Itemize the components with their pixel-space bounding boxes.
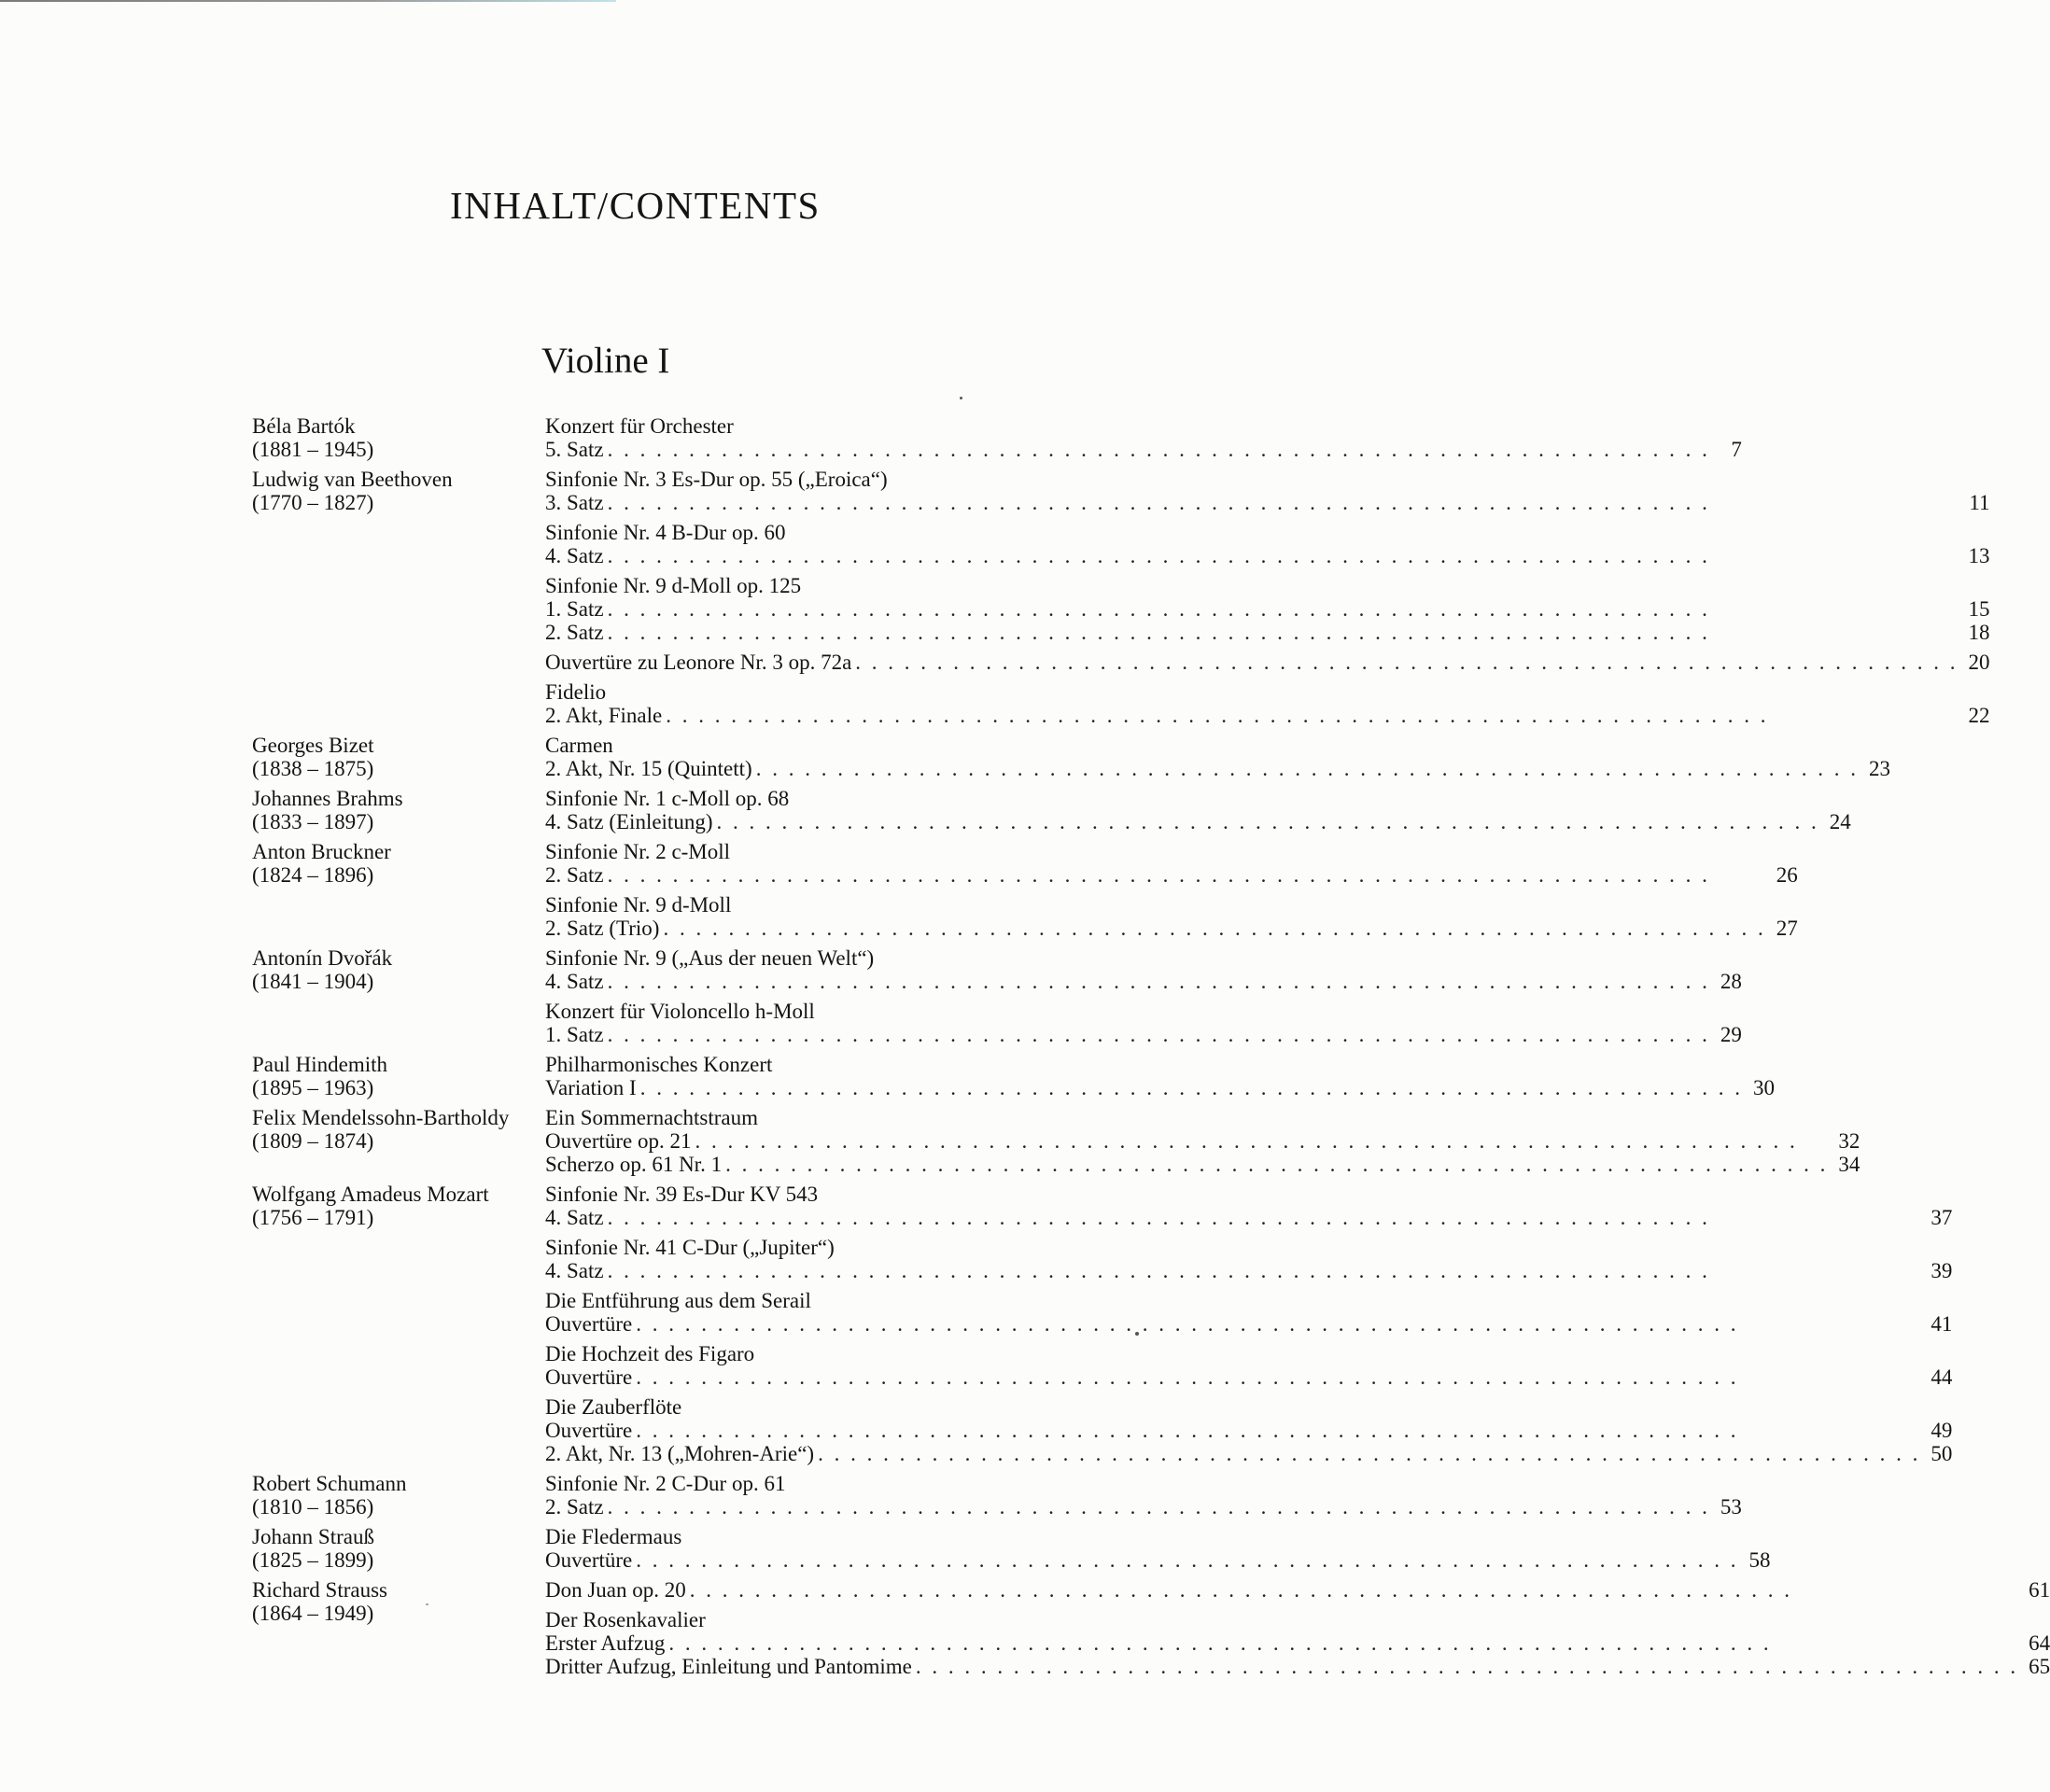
works-list xyxy=(545,1053,1775,1099)
toc-entry xyxy=(545,1419,1952,1442)
work-title: Sinfonie Nr. 9 d-Moll xyxy=(545,893,732,917)
toc-entry xyxy=(545,621,1990,644)
entry-label: 2. Satz (Trio) xyxy=(545,917,660,940)
work-item xyxy=(545,1578,2050,1602)
entry-label: 2. Akt, Nr. 15 (Quintett) xyxy=(545,757,752,780)
composer-dates: (1864 – 1949) xyxy=(252,1602,374,1625)
work-item xyxy=(545,574,1990,644)
dot-leader xyxy=(756,757,1859,780)
entry-label: 5. Satz xyxy=(545,438,604,461)
page-number: 65 xyxy=(2029,1655,2050,1678)
dot-leader xyxy=(608,621,1959,644)
composer-dates: (1825 – 1899) xyxy=(252,1548,374,1572)
page-number: 64 xyxy=(2029,1631,2050,1655)
entry-label: 4. Satz xyxy=(545,1259,604,1282)
toc-entry xyxy=(545,1023,1742,1046)
composer-group xyxy=(252,1578,2050,1678)
entry-label: Dritter Aufzug, Einleitung und Pantomime xyxy=(545,1655,912,1678)
composer-block xyxy=(252,1106,545,1176)
dot-leader xyxy=(636,1365,1920,1389)
work-title: Sinfonie Nr. 9 d-Moll op. 125 xyxy=(545,574,802,597)
work-title: Konzert für Orchester xyxy=(545,414,734,438)
dot-leader xyxy=(608,491,1959,514)
work-item xyxy=(545,414,1742,461)
work-title: Sinfonie Nr. 3 Es-Dur op. 55 („Eroica“) xyxy=(545,468,888,491)
composer-block xyxy=(252,1578,545,1678)
dot-leader xyxy=(608,1023,1710,1046)
work-title: Sinfonie Nr. 9 („Aus der neuen Welt“) xyxy=(545,946,875,970)
work-title: Fidelio xyxy=(545,680,607,704)
works-list xyxy=(545,734,1890,780)
work-title: Carmen xyxy=(545,734,613,757)
work-item xyxy=(545,1053,1775,1099)
composer-block xyxy=(252,1525,545,1572)
works-list xyxy=(545,946,1742,1046)
toc-entry xyxy=(545,651,1990,674)
scan-speck xyxy=(1135,1332,1139,1336)
composer-group xyxy=(252,1053,1775,1099)
table-of-contents xyxy=(252,414,2050,1685)
dot-leader xyxy=(690,1578,2018,1602)
toc-entry xyxy=(545,1129,1860,1153)
page-number: 50 xyxy=(1931,1442,1953,1465)
entry-label: 2. Akt, Finale xyxy=(545,704,663,727)
work-item xyxy=(545,1525,1771,1572)
composer-name: Wolfgang Amadeus Mozart xyxy=(252,1183,489,1206)
composer-block xyxy=(252,734,545,780)
work-item xyxy=(545,893,1798,940)
composer-name: Georges Bizet xyxy=(252,734,374,757)
dot-leader xyxy=(608,544,1959,567)
page-number: 22 xyxy=(1968,704,1990,727)
work-title: Die Entführung aus dem Serail xyxy=(545,1289,811,1312)
page-number: 29 xyxy=(1720,1023,1742,1046)
composer-block xyxy=(252,946,545,1046)
composer-block xyxy=(252,1053,545,1099)
toc-entry xyxy=(545,1365,1952,1389)
entry-label: 4. Satz (Einleitung) xyxy=(545,810,713,833)
works-list xyxy=(545,1472,1742,1519)
dot-leader xyxy=(668,1631,2018,1655)
scan-speck xyxy=(960,397,962,399)
page-number: 28 xyxy=(1720,970,1742,993)
page-number: 34 xyxy=(1838,1153,1860,1176)
toc-entry xyxy=(545,1631,2050,1655)
composer-dates: (1809 – 1874) xyxy=(252,1129,374,1153)
page-number: 58 xyxy=(1748,1548,1771,1572)
toc-entry xyxy=(545,544,1990,567)
composer-dates: (1881 – 1945) xyxy=(252,438,374,461)
composer-name: Béla Bartók xyxy=(252,414,356,438)
work-title: Die Zauberflöte xyxy=(545,1395,682,1419)
composer-dates: (1824 – 1896) xyxy=(252,863,374,887)
entry-label: Ouvertüre xyxy=(545,1365,633,1389)
work-item xyxy=(545,468,1990,514)
entry-label: Ouvertüre xyxy=(545,1312,633,1336)
work-item xyxy=(545,1000,1742,1046)
work-title: Sinfonie Nr. 39 Es-Dur KV 543 xyxy=(545,1183,819,1206)
work-item xyxy=(545,1395,1952,1465)
composer-dates: (1833 – 1897) xyxy=(252,810,374,833)
entry-label: 2. Satz xyxy=(545,863,604,887)
composer-name: Paul Hindemith xyxy=(252,1053,388,1076)
entry-label: 4. Satz xyxy=(545,544,604,567)
page-number: 49 xyxy=(1931,1419,1953,1442)
composer-dates: (1756 – 1791) xyxy=(252,1206,374,1229)
composer-dates: (1841 – 1904) xyxy=(252,970,374,993)
works-list xyxy=(545,840,1798,940)
work-item xyxy=(545,787,1851,833)
work-title: Sinfonie Nr. 41 C-Dur („Jupiter“) xyxy=(545,1236,835,1259)
work-title: Ein Sommernachtstraum xyxy=(545,1106,759,1129)
entry-label: 3. Satz xyxy=(545,491,604,514)
composer-name: Anton Bruckner xyxy=(252,840,391,863)
work-item xyxy=(545,946,1742,993)
works-list xyxy=(545,468,1990,727)
entry-label: 2. Akt, Nr. 13 („Mohren-Arie“) xyxy=(545,1442,815,1465)
works-list xyxy=(545,787,1851,833)
dot-leader xyxy=(725,1153,1828,1176)
page-number: 15 xyxy=(1968,597,1990,621)
toc-entry xyxy=(545,491,1990,514)
page-number: 23 xyxy=(1868,757,1890,780)
dot-leader xyxy=(608,1495,1710,1519)
dot-leader xyxy=(855,651,1958,674)
composer-name: Robert Schumann xyxy=(252,1472,407,1495)
toc-entry xyxy=(545,438,1742,461)
page-number: 24 xyxy=(1829,810,1851,833)
dot-leader xyxy=(636,1548,1738,1572)
work-title: Der Rosenkavalier xyxy=(545,1608,706,1631)
entry-label: Ouvertüre zu Leonore Nr. 3 op. 72a xyxy=(545,651,852,674)
composer-dates: (1810 – 1856) xyxy=(252,1495,374,1519)
scan-speck xyxy=(426,1603,428,1605)
entry-label: Ouvertüre op. 21 xyxy=(545,1129,692,1153)
composer-block xyxy=(252,468,545,727)
section-title: Violine I xyxy=(541,341,670,381)
work-item xyxy=(545,680,1990,727)
page-number: 44 xyxy=(1931,1365,1953,1389)
composer-name: Antonín Dvořák xyxy=(252,946,393,970)
composer-dates: (1838 – 1875) xyxy=(252,757,374,780)
dot-leader xyxy=(608,1259,1921,1282)
work-title: Philharmonisches Konzert xyxy=(545,1053,773,1076)
toc-entry xyxy=(545,1548,1771,1572)
toc-entry xyxy=(545,1153,1860,1176)
toc-entry xyxy=(545,1206,1952,1229)
composer-group xyxy=(252,414,1742,461)
dot-leader xyxy=(608,597,1959,621)
page-number: 32 xyxy=(1838,1129,1860,1153)
page-number: 61 xyxy=(2029,1578,2050,1602)
page-number: 13 xyxy=(1968,544,1990,567)
composer-dates: (1770 – 1827) xyxy=(252,491,374,514)
entry-label: Ouvertüre xyxy=(545,1419,633,1442)
page-number: 7 xyxy=(1731,438,1742,461)
work-title: Sinfonie Nr. 4 B-Dur op. 60 xyxy=(545,521,786,544)
work-item xyxy=(545,840,1798,887)
page-number: 11 xyxy=(1969,491,1990,514)
composer-block xyxy=(252,1472,545,1519)
page-number: 20 xyxy=(1968,651,1990,674)
composer-block xyxy=(252,1183,545,1465)
composer-group xyxy=(252,1472,1742,1519)
toc-entry xyxy=(545,1442,1952,1465)
toc-entry xyxy=(545,1259,1952,1282)
toc-entry xyxy=(545,757,1890,780)
composer-name: Ludwig van Beethoven xyxy=(252,468,453,491)
dot-leader xyxy=(640,1076,1743,1099)
composer-group xyxy=(252,946,1742,1046)
dot-leader xyxy=(608,970,1710,993)
work-item xyxy=(545,1608,2050,1678)
composer-name: Richard Strauss xyxy=(252,1578,388,1602)
entry-label: 2. Satz xyxy=(545,1495,604,1519)
composer-block xyxy=(252,840,545,940)
works-list xyxy=(545,1183,1952,1465)
composer-group xyxy=(252,468,1990,727)
work-item xyxy=(545,1342,1952,1389)
page-number: 37 xyxy=(1931,1206,1953,1229)
work-item xyxy=(545,1236,1952,1282)
works-list xyxy=(545,1106,1860,1176)
toc-entry xyxy=(545,810,1851,833)
dot-leader xyxy=(666,704,1958,727)
work-title: Die Fledermaus xyxy=(545,1525,682,1548)
entry-label: 4. Satz xyxy=(545,1206,604,1229)
dot-leader xyxy=(636,1312,1920,1336)
work-title: Sinfonie Nr. 1 c-Moll op. 68 xyxy=(545,787,790,810)
work-item xyxy=(545,1289,1952,1336)
dot-leader xyxy=(663,917,1765,940)
toc-entry xyxy=(545,1578,2050,1602)
entry-label: 1. Satz xyxy=(545,1023,604,1046)
dot-leader xyxy=(608,863,1766,887)
composer-group xyxy=(252,1106,1860,1176)
work-item xyxy=(545,521,1990,567)
toc-entry xyxy=(545,1495,1742,1519)
page-number: 27 xyxy=(1776,917,1798,940)
composer-group xyxy=(252,840,1798,940)
toc-entry xyxy=(545,704,1990,727)
dot-leader xyxy=(608,438,1710,461)
composer-group xyxy=(252,1525,1771,1572)
toc-entry xyxy=(545,970,1742,993)
page-number: 39 xyxy=(1931,1259,1953,1282)
works-list xyxy=(545,414,1742,461)
work-item xyxy=(545,734,1890,780)
works-list xyxy=(545,1578,2050,1678)
work-item xyxy=(545,1183,1952,1229)
dot-leader xyxy=(636,1419,1920,1442)
work-title: Sinfonie Nr. 2 C-Dur op. 61 xyxy=(545,1472,786,1495)
composer-group xyxy=(252,734,1890,780)
page-number: 18 xyxy=(1968,621,1990,644)
composer-group xyxy=(252,787,1851,833)
entry-label: 2. Satz xyxy=(545,621,604,644)
entry-label: Don Juan op. 20 xyxy=(545,1578,686,1602)
dot-leader xyxy=(818,1442,1920,1465)
top-edge-rule xyxy=(0,0,616,2)
composer-dates: (1895 – 1963) xyxy=(252,1076,374,1099)
composer-name: Felix Mendelssohn-Bartholdy xyxy=(252,1106,510,1129)
entry-label: Variation I xyxy=(545,1076,637,1099)
work-item xyxy=(545,651,1990,674)
entry-label: 1. Satz xyxy=(545,597,604,621)
page-number: 53 xyxy=(1720,1495,1742,1519)
entry-label: Scherzo op. 61 Nr. 1 xyxy=(545,1153,723,1176)
toc-entry xyxy=(545,1655,2050,1678)
composer-block xyxy=(252,414,545,461)
entry-label: Erster Aufzug xyxy=(545,1631,666,1655)
entry-label: Ouvertüre xyxy=(545,1548,633,1572)
page-number: 30 xyxy=(1752,1076,1775,1099)
work-item xyxy=(545,1106,1860,1176)
composer-block xyxy=(252,787,545,833)
work-item xyxy=(545,1472,1742,1519)
page-number: 26 xyxy=(1776,863,1798,887)
dot-leader xyxy=(717,810,1819,833)
work-title: Die Hochzeit des Figaro xyxy=(545,1342,755,1365)
work-title: Sinfonie Nr. 2 c-Moll xyxy=(545,840,731,863)
dot-leader xyxy=(695,1129,1829,1153)
entry-label: 4. Satz xyxy=(545,970,604,993)
toc-entry xyxy=(545,1312,1952,1336)
page-number: 41 xyxy=(1931,1312,1953,1336)
toc-entry xyxy=(545,863,1798,887)
dot-leader xyxy=(608,1206,1921,1229)
toc-entry xyxy=(545,917,1798,940)
composer-name: Johannes Brahms xyxy=(252,787,403,810)
works-list xyxy=(545,1525,1771,1572)
composer-name: Johann Strauß xyxy=(252,1525,374,1548)
toc-entry xyxy=(545,1076,1775,1099)
composer-group xyxy=(252,1183,1953,1465)
page-title: INHALT/CONTENTS xyxy=(450,184,821,227)
dot-leader xyxy=(916,1655,2018,1678)
toc-entry xyxy=(545,597,1990,621)
work-title: Konzert für Violoncello h-Moll xyxy=(545,1000,815,1023)
